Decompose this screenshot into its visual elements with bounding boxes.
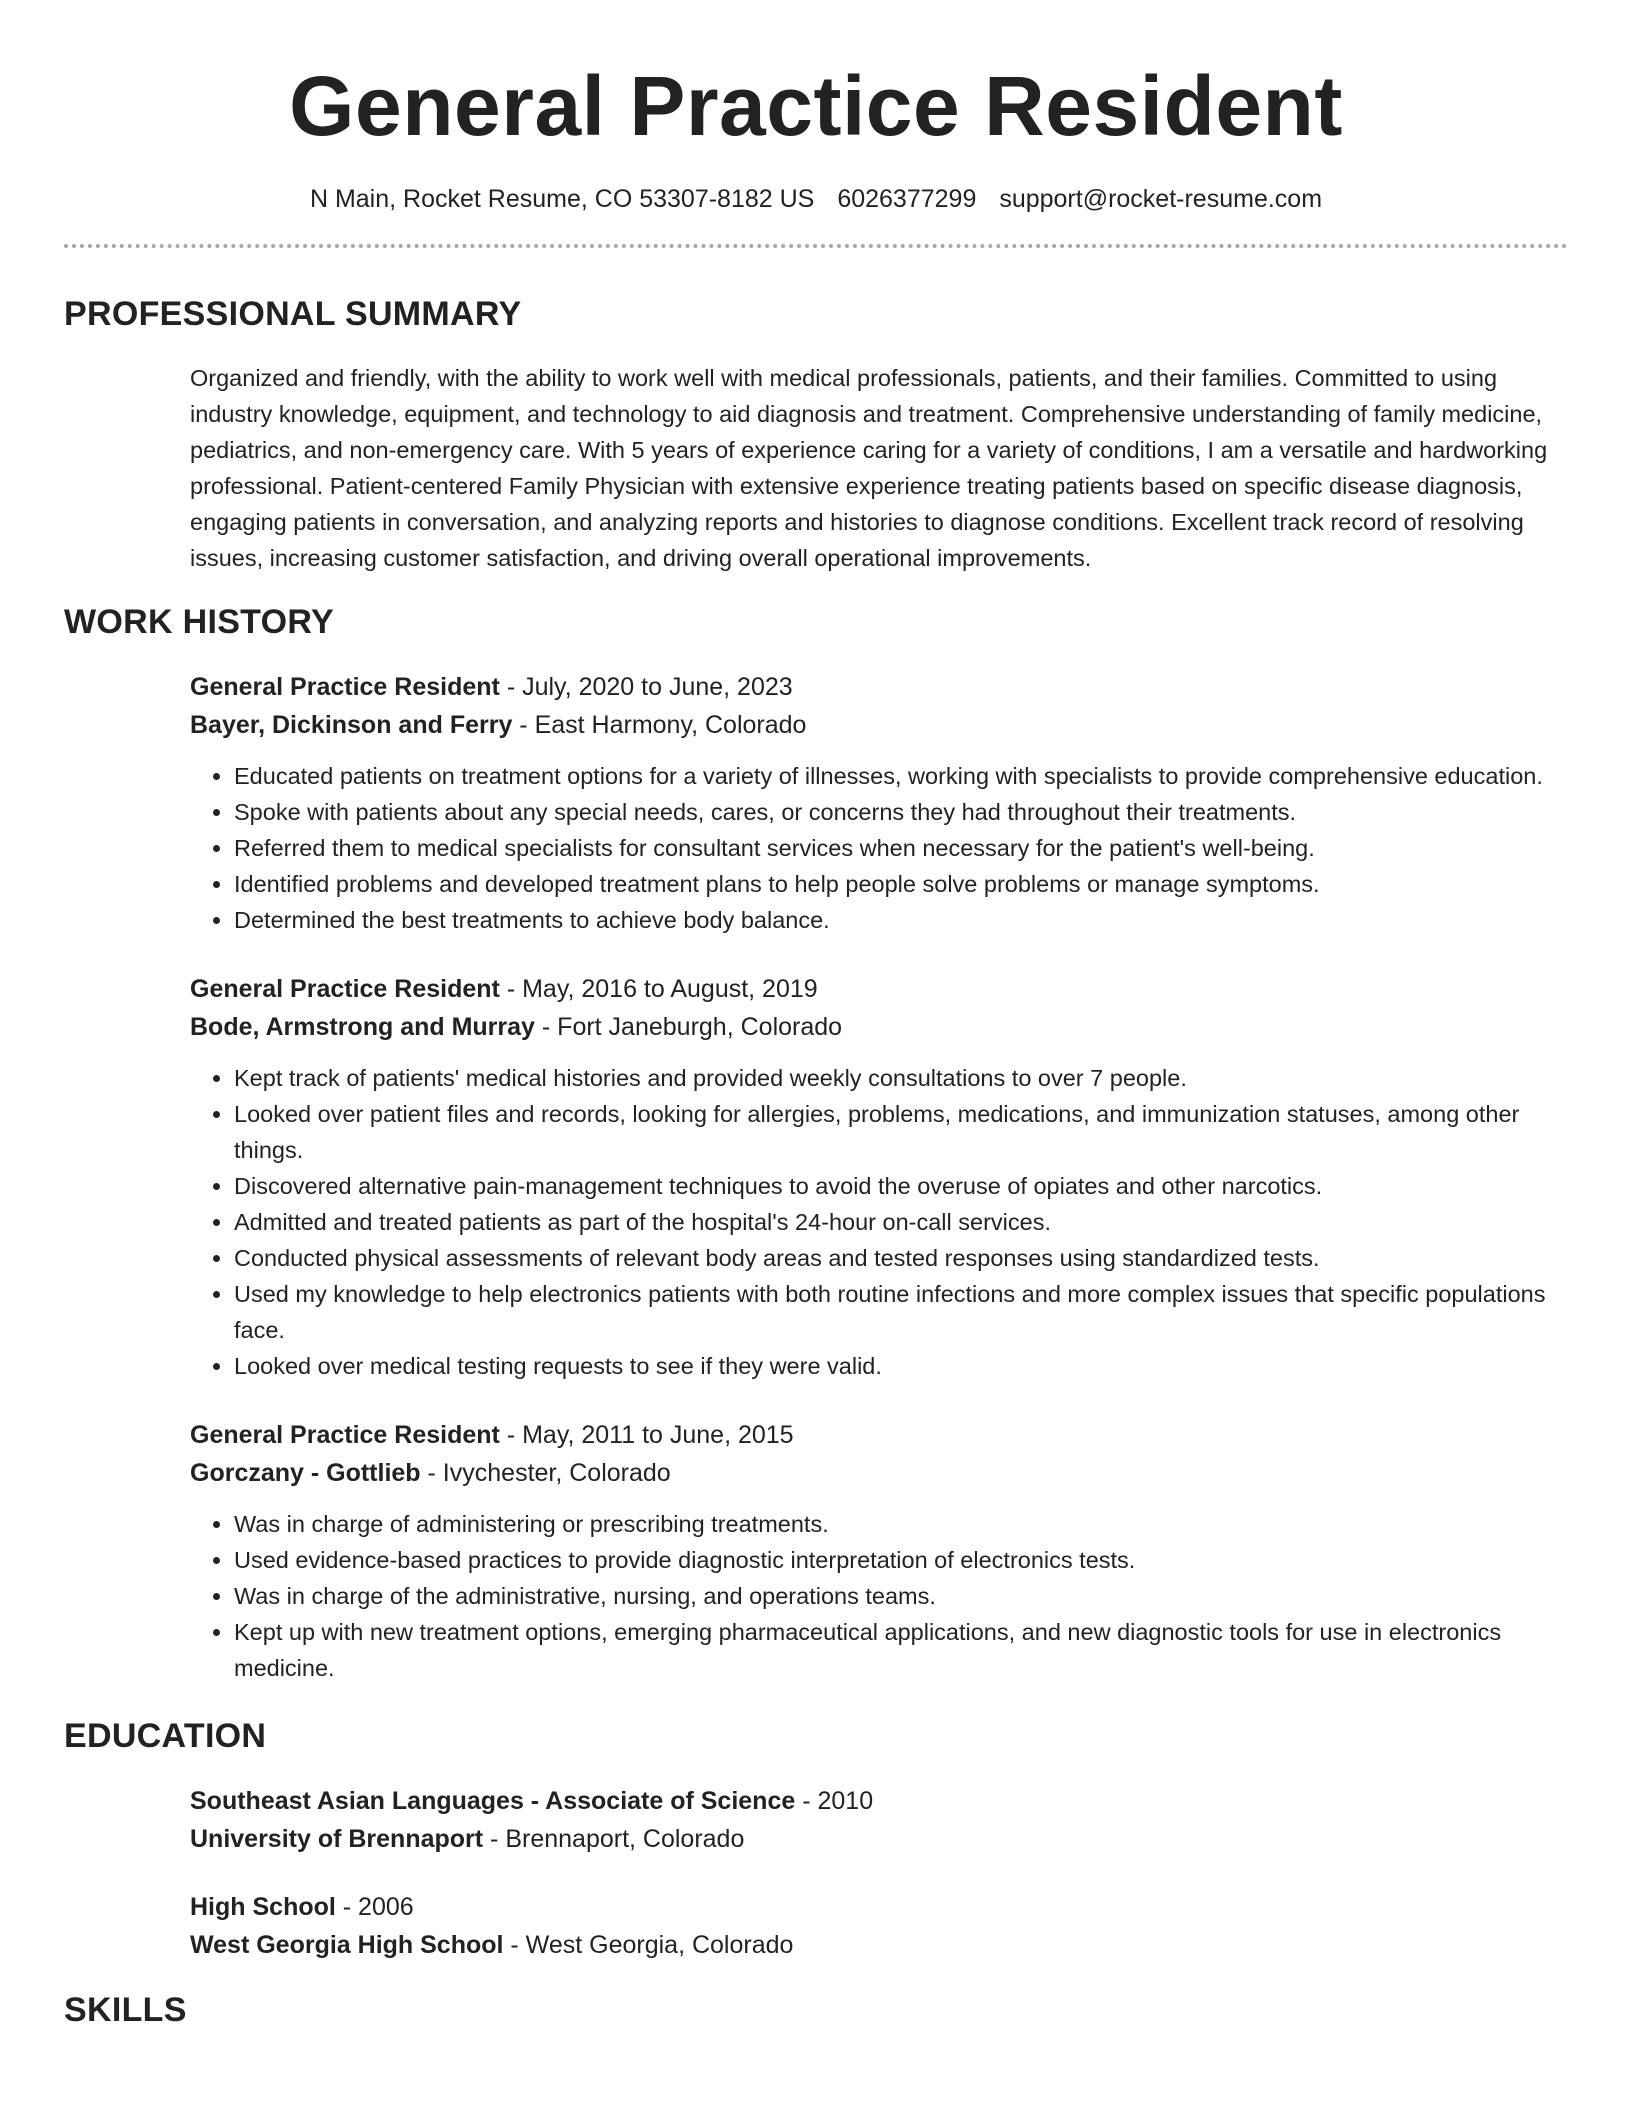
job-entry [190,1416,1568,1686]
job-employer: Bode, Armstrong and Murray [190,1013,535,1041]
contact-phone: 6026377299 [837,185,977,213]
resume-name: General Practice Resident [289,59,1343,153]
job-bullet: • Looked over medical testing requests to see if they were valid. [234,1348,1568,1384]
job-role-line [190,970,1568,1008]
contact-address: N Main, Rocket Resume, CO 53307-8182 US [309,185,815,213]
job-role-line [190,668,1568,706]
job-entry [190,970,1568,1384]
job-role: General Practice Resident [190,673,500,701]
education-entry [190,1888,1568,1964]
education-degree-line [190,1888,1568,1926]
job-bullet: • Discovered alternative pain-management techniques to avoid the overuse of opiates and other narcotics. [234,1168,1568,1204]
job-location: - East Harmony, Colorado [512,711,807,739]
job-bullets [190,1060,1568,1384]
education-degree-line [190,1782,1568,1820]
job-bullet: • Identified problems and developed treatment plans to help people solve problems or manage symptoms. [234,866,1568,902]
skills-section [64,1990,1568,2030]
job-entry [190,668,1568,938]
job-bullet: • Educated patients on treatment options for a variety of illnesses, working with specialists to provide comprehensive education. [234,758,1568,794]
job-bullet: • Referred them to medical specialists for consultant services when necessary for the patient's well-being. [234,830,1568,866]
job-bullet: • Conducted physical assessments of relevant body areas and tested responses using standardized tests. [234,1240,1568,1276]
education-school: West Georgia High School [190,1931,504,1959]
education-year: - 2010 [795,1787,874,1815]
job-employer: Gorczany - Gottlieb [190,1459,421,1487]
job-dates: - May, 2011 to June, 2015 [499,1421,794,1449]
work-section [64,602,1568,1686]
contact-email: support@rocket-resume.com [999,185,1323,213]
education-degree: Southeast Asian Languages - Associate of Science [190,1787,796,1815]
education-school: University of Brennaport [190,1825,484,1853]
job-dates: - July, 2020 to June, 2023 [499,673,793,701]
work-title: WORK HISTORY [64,603,334,641]
job-employer-line [190,706,1568,744]
education-year: - 2006 [335,1893,414,1921]
job-role-line [190,1416,1568,1454]
job-bullet: • Used evidence-based practices to provide diagnostic interpretation of electronics tests. [234,1542,1568,1578]
job-employer: Bayer, Dickinson and Ferry [190,711,513,739]
education-entry [190,1782,1568,1858]
job-location: - Fort Janeburgh, Colorado [534,1013,843,1041]
job-dates: - May, 2016 to August, 2019 [499,975,818,1003]
job-location: - Ivychester, Colorado [420,1459,671,1487]
summary-section [64,294,1568,576]
job-role: General Practice Resident [190,1421,500,1449]
job-bullet: • Kept track of patients' medical histories and provided weekly consultations to over 7 people. [234,1060,1568,1096]
job-employer-line [190,1454,1568,1492]
job-bullet: • Kept up with new treatment options, emerging pharmaceutical applications, and new diagnostic tools for use in electronics medicine. [234,1614,1568,1686]
job-bullet: • Admitted and treated patients as part of the hospital's 24-hour on-call services. [234,1204,1568,1240]
education-school-line [190,1926,1568,1964]
summary-title: PROFESSIONAL SUMMARY [64,295,522,333]
job-bullet: • Was in charge of the administrative, nursing, and operations teams. [234,1578,1568,1614]
job-bullet: • Looked over patient files and records, looking for allergies, problems, medications, and immunization statuses, among other things. [234,1096,1568,1168]
job-bullets [190,758,1568,938]
summary-text: Organized and friendly, with the ability to work well with medical professionals, patients, and their families. Committed to using industry knowledge, equipment, and technology to aid diagnosis and treatment. Comprehensive understanding of family medicine, pediatrics, and non-emergency care. With 5 years of experience caring for a variety of conditions, I am a versatile and hardworking professional. Patient-centered Family Physician with extensive experience treating patients based on specific disease diagnosis, engaging patients in conversation, and analyzing reports and histories to diagnose conditions. Excellent track record of resolving issues, increasing customer satisfaction, and driving overall operational improvements. [190,365,1548,571]
job-bullet: • Spoke with patients about any special needs, cares, or concerns they had throughout their treatments. [234,794,1568,830]
education-location: - West Georgia, Colorado [503,1931,794,1959]
education-school-line [190,1820,1568,1858]
education-title: EDUCATION [64,1717,267,1755]
education-section [64,1716,1568,1964]
job-bullet: • Determined the best treatments to achieve body balance. [234,902,1568,938]
resume-page [64,0,1568,2030]
job-role: General Practice Resident [190,975,500,1003]
job-employer-line [190,1008,1568,1046]
contact-line [64,182,1568,216]
job-bullet: • Used my knowledge to help electronics patients with both routine infections and more complex issues that specific populations face. [234,1276,1568,1348]
job-bullets [190,1506,1568,1686]
header-divider [64,244,1568,248]
education-location: - Brennaport, Colorado [483,1825,745,1853]
job-bullet: • Was in charge of administering or prescribing treatments. [234,1506,1568,1542]
skills-title: SKILLS [64,1991,187,2029]
education-degree: High School [190,1893,336,1921]
